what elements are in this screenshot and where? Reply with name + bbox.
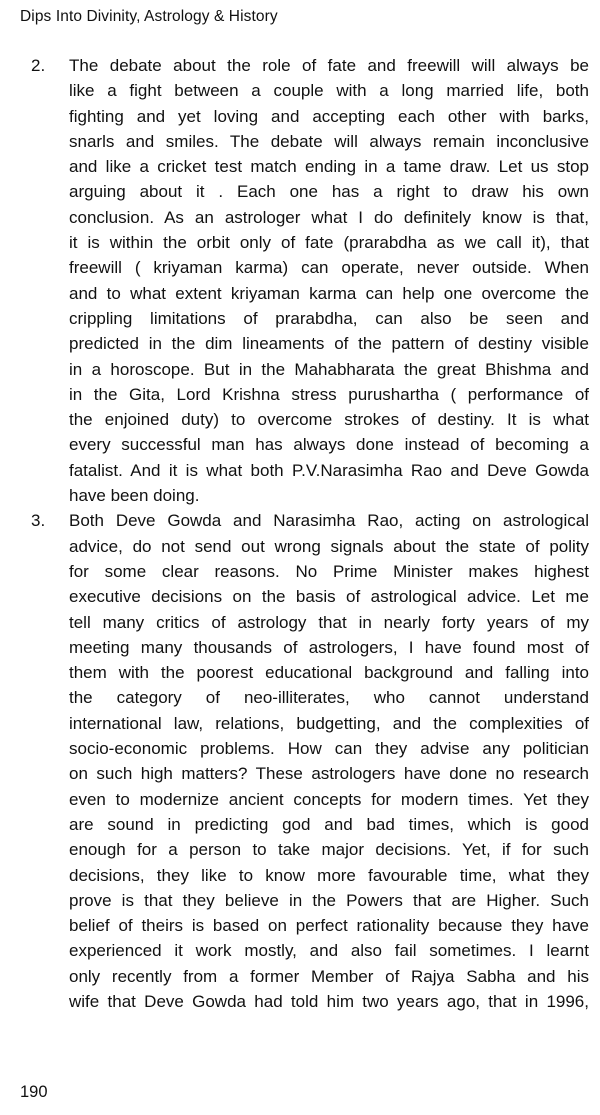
paragraph-text — [69, 508, 589, 1014]
text-line: it is within the orbit only of fate (prarabdha as we call it), that — [69, 233, 589, 253]
text-line: fighting and yet loving and accepting each other with barks, — [69, 106, 589, 126]
text-line: tell many critics of astrology that in nearly forty years of my — [69, 612, 589, 632]
text-line: conclusion. As an astrologer what I do definitely know is that, — [69, 207, 589, 227]
text-line: predicted in the dim lineaments of the pattern of destiny visible — [69, 334, 589, 354]
text-line: the category of neo-illiterates, who cannot understand — [69, 688, 589, 708]
text-line: meeting many thousands of astrologers, I have found most of — [69, 637, 589, 657]
text-line: prove is that they believe in the Powers that are Higher. Such — [69, 890, 589, 910]
text-line: international law, relations, budgetting, and the complexities of — [69, 713, 589, 733]
text-line: belief of theirs is based on perfect rationality because they have — [69, 916, 589, 936]
text-line: like a fight between a couple with a long married life, both — [69, 81, 589, 101]
page-number: 190 — [20, 1083, 48, 1101]
text-line: in a horoscope. But in the Mahabharata the great Bhishma and — [69, 359, 589, 379]
text-line: wife that Deve Gowda had told him two years ago, that in 1996, — [69, 991, 589, 1011]
text-line: only recently from a former Member of Rajya Sabha and his — [69, 966, 589, 986]
text-line: are sound in predicting god and bad times, which is good — [69, 814, 589, 834]
text-line: arguing about it . Each one has a right to draw his own — [69, 182, 589, 202]
text-line: for some clear reasons. No Prime Minister makes highest — [69, 561, 589, 581]
text-line: in the Gita, Lord Krishna stress purushartha ( performance of — [69, 384, 589, 404]
text-line: executive decisions on the basis of astrological advice. Let me — [69, 587, 589, 607]
page-body — [31, 53, 589, 1014]
text-line: the enjoined duty) to overcome strokes of destiny. It is what — [69, 410, 589, 430]
text-line: freewill ( kriyaman karma) can operate, never outside. When — [69, 258, 589, 278]
text-line: and like a cricket test match ending in a tame draw. Let us stop — [69, 157, 589, 177]
text-line: snarls and smiles. The debate will always remain inconclusive — [69, 131, 589, 151]
paragraph-number: 2. — [31, 56, 46, 75]
text-line: socio-economic problems. How can they advise any politician — [69, 739, 589, 759]
text-line: enough for a person to take major decisions. Yet, if for such — [69, 840, 589, 860]
text-line: advice, do not send out wrong signals about the state of polity — [69, 536, 589, 556]
text-line: Both Deve Gowda and Narasimha Rao, acting on astrological — [69, 511, 589, 531]
text-line: fatalist. And it is what both P.V.Narasimha Rao and Deve Gowda — [69, 460, 589, 480]
paragraph-text — [69, 53, 589, 508]
text-line: experienced it work mostly, and also fail sometimes. I learnt — [69, 941, 589, 961]
text-line: every successful man has always done instead of becoming a — [69, 435, 589, 455]
text-line: and to what extent kriyaman karma can help one overcome the — [69, 283, 589, 303]
text-line: have been doing. — [69, 486, 200, 506]
paragraph-number: 3. — [31, 511, 46, 531]
text-line: decisions, they like to know more favourable time, what they — [69, 865, 589, 885]
running-header: Dips Into Divinity, Astrology & History — [20, 8, 278, 25]
text-line: The debate about the role of fate and freewill will always be — [69, 56, 589, 75]
text-line: even to modernize ancient concepts for modern times. Yet they — [69, 789, 589, 809]
text-line: crippling limitations of prarabdha, can also be seen and — [69, 308, 589, 328]
numbered-paragraph — [31, 53, 589, 508]
text-line: on such high matters? These astrologers have done no research — [69, 764, 589, 784]
text-line: them with the poorest educational background and falling into — [69, 663, 589, 683]
numbered-paragraph — [31, 508, 589, 1014]
